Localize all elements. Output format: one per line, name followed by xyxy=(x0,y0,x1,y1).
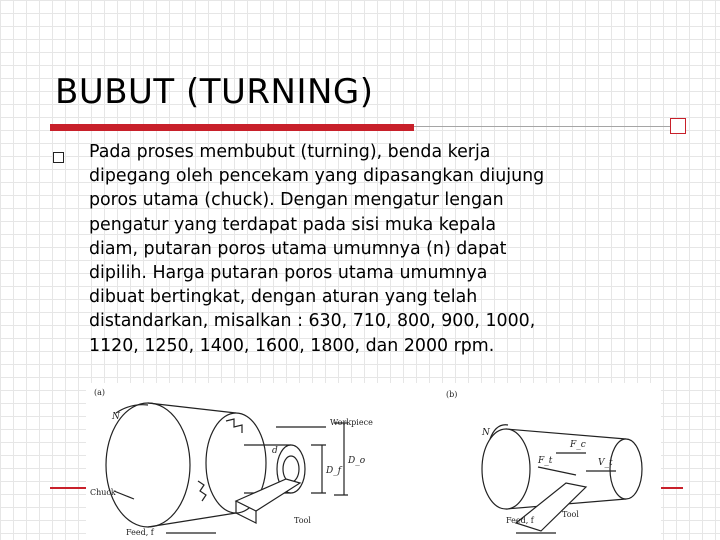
paragraph-line: distandarkan, misalkan : 630, 710, 800, 900, 1000, xyxy=(89,311,536,332)
bottom-rule-left xyxy=(50,487,88,489)
chuck-jaw-left xyxy=(198,481,206,501)
paragraph-line: dibuat bertingkat, dengan aturan yang telah xyxy=(89,287,478,308)
rotation-label-a: N xyxy=(112,412,120,422)
dimension-df-label: D_f xyxy=(326,466,342,476)
body-paragraph xyxy=(89,140,679,358)
paragraph-line: dipilih. Harga putaran poros utama umumnya xyxy=(89,263,488,284)
force-ft-arrow xyxy=(538,467,576,475)
title-underline-red xyxy=(50,124,414,131)
paragraph-line: 1120, 1250, 1400, 1600, 1800, dan 2000 rpm. xyxy=(89,335,495,356)
force-ft-label: F_t xyxy=(538,456,553,466)
title-rule-end-box xyxy=(670,118,686,134)
bullet-square-icon xyxy=(53,152,64,163)
dimension-df xyxy=(311,445,326,493)
bottom-rule-right xyxy=(661,487,683,489)
dimension-do-label: D_o xyxy=(348,456,366,466)
feed-label-a: Feed, f xyxy=(126,528,154,537)
workpiece-b-front xyxy=(610,439,642,499)
panel-a-tag: (a) xyxy=(94,388,106,397)
tool-label-b: Tool xyxy=(562,510,579,519)
panel-b-tag: (b) xyxy=(446,390,458,399)
paragraph-line: diam, putaran poros utama umumnya (n) dapat xyxy=(89,238,507,259)
turning-figure xyxy=(86,383,661,540)
title-underline-gray xyxy=(414,126,670,127)
workpiece-b-back xyxy=(482,429,530,509)
paragraph-line: pengatur yang terdapat pada sisi muka kepala xyxy=(89,214,497,235)
velocity-vt-label: V_t xyxy=(598,458,613,468)
force-fc-label: F_c xyxy=(570,440,586,450)
depth-label: d xyxy=(272,446,278,456)
workpiece-label: Workpiece xyxy=(330,418,373,427)
rotation-label-b: N xyxy=(482,428,490,438)
slide-title: BUBUT (TURNING) xyxy=(55,72,374,112)
dimension-do xyxy=(334,423,348,495)
turning-illustration xyxy=(86,383,661,540)
paragraph-line: dipegang oleh pencekam yang dipasangkan diujung xyxy=(89,166,545,187)
tool-label-a: Tool xyxy=(294,516,311,525)
chuck-label: Chuck xyxy=(90,488,116,497)
feed-label-b: Feed, f xyxy=(506,516,534,525)
paragraph-line: poros utama (chuck). Dengan mengatur lengan xyxy=(89,190,504,211)
paragraph-line: Pada proses membubut (turning), benda kerja xyxy=(89,142,491,162)
